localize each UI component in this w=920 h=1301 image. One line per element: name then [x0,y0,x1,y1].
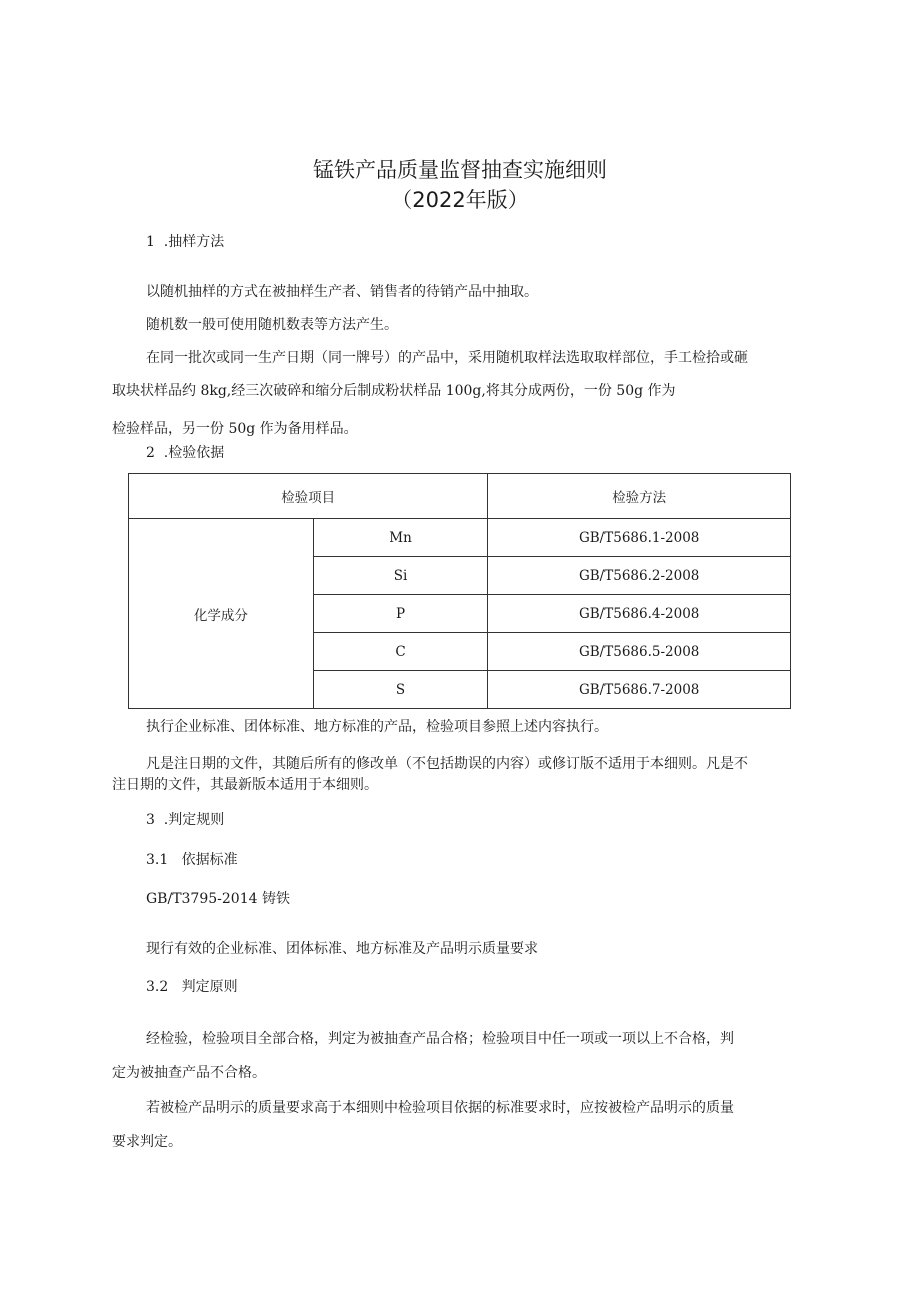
element-cell: Si [313,557,488,595]
sampling-paragraph-2: 随机数一般可使用随机数表等方法产生。 [146,317,398,333]
sampling-paragraph-3-line-3: 检验样品，另一份 50g 作为备用样品。 [112,421,358,437]
section-3-1-heading: 3.1 依据标准 [146,852,238,868]
document-subtitle: （2022年版） [391,188,529,212]
section-2-heading: 2 .检验依据 [146,445,225,461]
section-3-heading: 3 .判定规则 [146,812,225,828]
basis-note-1: 执行企业标准、团体标准、地方标准的产品，检验项目参照上述内容执行。 [146,719,608,735]
sampling-paragraph-1: 以随机抽样的方式在被抽样生产者、销售者的待销产品中抽取。 [146,284,538,300]
inspection-basis-table [128,473,791,709]
basis-note-2-line-1: 凡是注日期的文件，其随后所有的修改单（不包括勘误的内容）或修订版不适用于本细则。凡是不 [146,756,748,772]
method-cell: GB/T5686.4-2008 [488,595,791,633]
judgment-paragraph-1-line-2: 定为被抽查产品不合格。 [112,1065,266,1081]
element-cell: C [313,633,488,671]
sampling-paragraph-3-line-1: 在同一批次或同一生产日期（同一牌号）的产品中，采用随机取样法选取取样部位，手工检拾或砸 [146,350,748,366]
referenced-standard: GB/T3795-2014 铸铁 [146,891,290,907]
header-inspection-method: 检验方法 [488,474,791,519]
table-row [129,519,791,557]
standard-note: 现行有效的企业标准、团体标准、地方标准及产品明示质量要求 [146,941,538,957]
category-cell: 化学成分 [129,519,314,709]
method-cell: GB/T5686.7-2008 [488,671,791,709]
element-cell: S [313,671,488,709]
table-header-row [129,474,791,519]
method-cell: GB/T5686.5-2008 [488,633,791,671]
sampling-paragraph-3-line-2: 取块状样品约 8kg,经三次破碎和缩分后制成粉状样品 100g,将其分成两份，一份 50g 作为 [112,383,676,399]
element-cell: Mn [313,519,488,557]
document-title: 锰铁产品质量监督抽查实施细则 [313,158,607,182]
section-3-2-heading: 3.2 判定原则 [146,979,238,995]
method-cell: GB/T5686.1-2008 [488,519,791,557]
judgment-paragraph-1-line-1: 经检验，检验项目全部合格，判定为被抽查产品合格；检验项目中任一项或一项以上不合格，判 [146,1031,734,1047]
header-inspection-item: 检验项目 [129,474,488,519]
section-1-heading: 1 .抽样方法 [146,234,225,250]
method-cell: GB/T5686.2-2008 [488,557,791,595]
basis-note-2-line-2: 注日期的文件，其最新版本适用于本细则。 [112,777,378,793]
element-cell: P [313,595,488,633]
judgment-paragraph-2-line-1: 若被检产品明示的质量要求高于本细则中检验项目依据的标准要求时，应按被检产品明示的质量 [146,1100,734,1116]
judgment-paragraph-2-line-2: 要求判定。 [112,1134,182,1150]
